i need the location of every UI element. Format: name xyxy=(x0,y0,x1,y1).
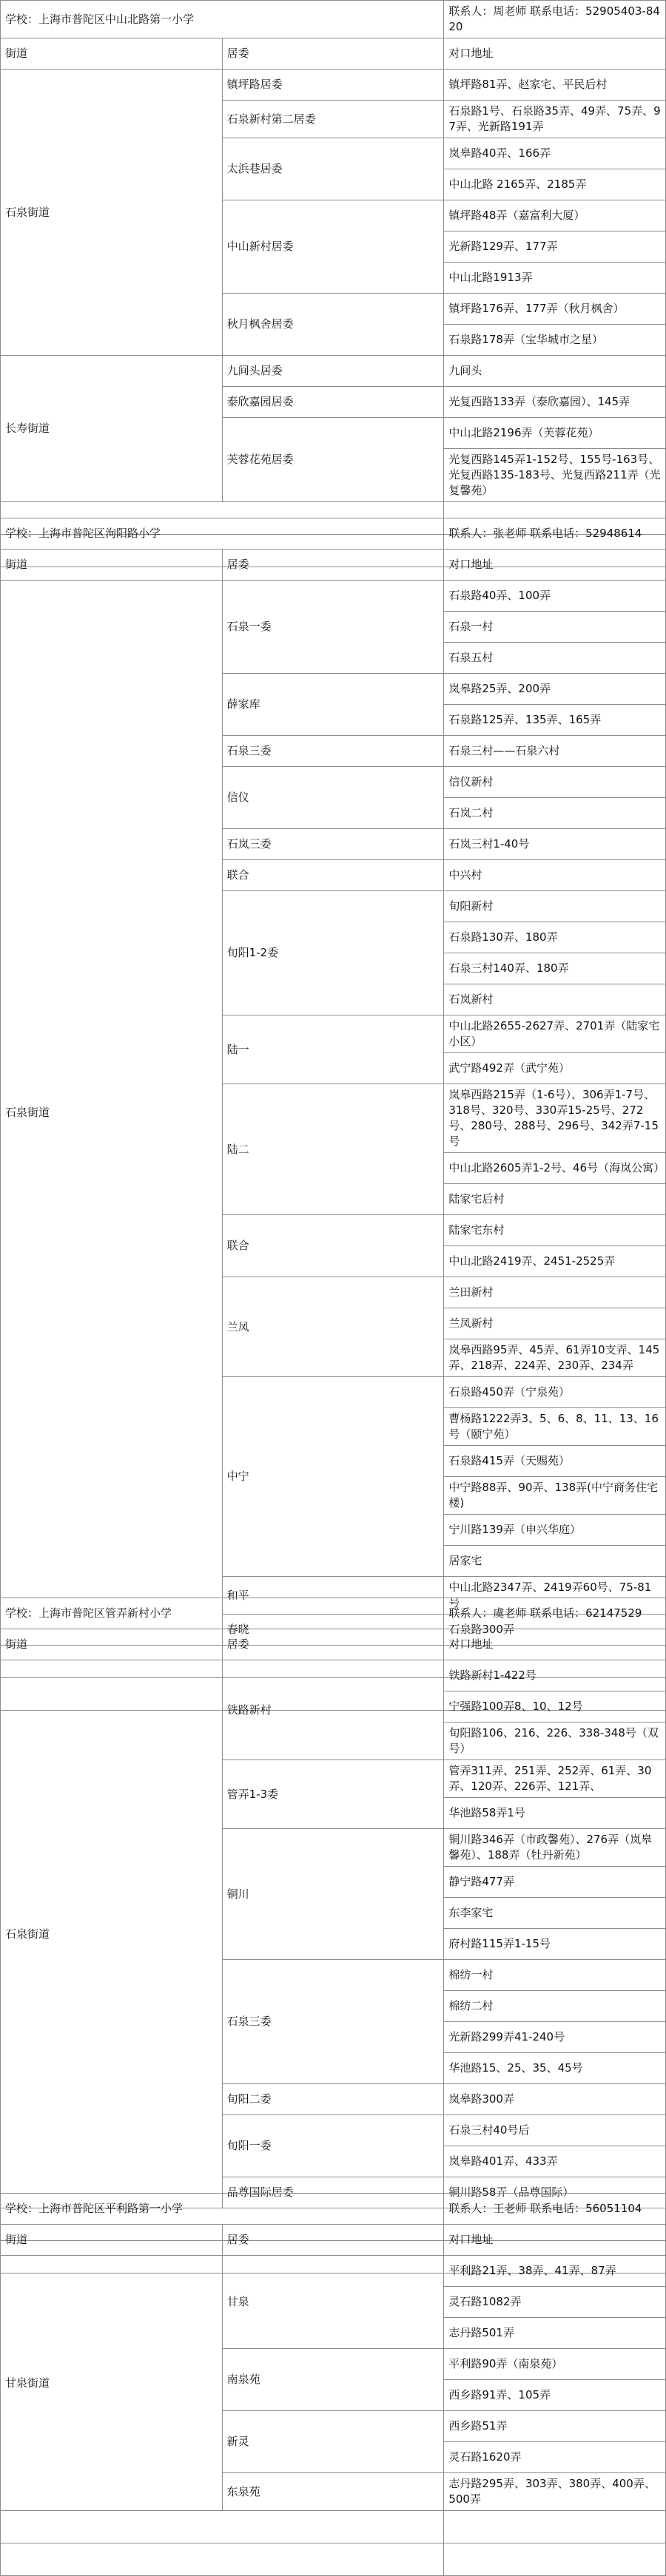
address-cell: 府村路115弄1-15号 xyxy=(444,1929,666,1960)
address-cell: 中兴村 xyxy=(444,860,666,891)
street-name: 石泉街道 xyxy=(1,581,223,1646)
address-cell: 华池路58弄1号 xyxy=(444,1798,666,1829)
address-cell: 武宁路492弄（武宁苑） xyxy=(444,1053,666,1084)
address-cell: 中山北路2196弄（芙蓉花苑） xyxy=(444,418,666,449)
address-cell: 石泉路450弄（宁泉苑） xyxy=(444,1377,666,1408)
address-cell: 静宁路477弄 xyxy=(444,1867,666,1898)
header-street: 街道 xyxy=(1,38,223,70)
street-name: 甘泉街道 xyxy=(1,2256,223,2511)
committee-name: 陆二 xyxy=(222,1084,444,1215)
school-contact: 联系人：张老师 联系电话：52948614 xyxy=(444,518,666,550)
column-header-row xyxy=(1,2225,666,2256)
committee-name: 铁路新村 xyxy=(222,1660,444,1760)
address-cell: 岚皋路40弄、166弄 xyxy=(444,138,666,169)
address-cell: 铜川路346弄（市政馨苑）、276弄（岚皋馨苑）、188弄（牡丹新苑） xyxy=(444,1829,666,1867)
address-cell: 宁强路100弄8、10、12号 xyxy=(444,1691,666,1723)
address-cell: 陆家宅东村 xyxy=(444,1215,666,1246)
committee-name: 泰欣嘉园居委 xyxy=(222,387,444,418)
header-committee: 居委 xyxy=(222,2225,444,2256)
school-table xyxy=(0,518,666,1711)
committee-name: 旬阳二委 xyxy=(222,2084,444,2115)
table-row xyxy=(1,70,666,101)
address-cell: 光新路129弄、177弄 xyxy=(444,231,666,263)
address-cell: 铜川路58弄（品尊国际） xyxy=(444,2177,666,2208)
school-name: 学校：上海市普陀区平利路第一小学 xyxy=(1,2194,444,2225)
committee-name: 镇坪路居委 xyxy=(222,70,444,101)
address-cell: 石岚新村 xyxy=(444,984,666,1015)
address-cell: 中山北路2347弄、2419弄60号、75-81号 xyxy=(444,1577,666,1615)
school-row xyxy=(1,2194,666,2225)
blank-row xyxy=(1,2543,666,2576)
committee-name: 信仪 xyxy=(222,767,444,829)
committee-name: 东泉苑 xyxy=(222,2473,444,2511)
address-cell: 光复西路145弄1-152号、155号-163号、光复西路135-183号、光复西路211弄（光复馨苑） xyxy=(444,449,666,502)
school-table xyxy=(0,1598,666,2274)
address-cell: 石泉路1号、石泉路35弄、49弄、75弄、97弄、光新路191弄 xyxy=(444,101,666,138)
school-table xyxy=(0,2193,666,2576)
committee-name: 中宁 xyxy=(222,1377,444,1577)
school-contact: 联系人：虞老师 联系电话：62147529 xyxy=(444,1598,666,1629)
address-cell: 岚皋路401弄、433弄 xyxy=(444,2146,666,2177)
address-cell: 九间头 xyxy=(444,356,666,387)
address-cell: 西乡路91弄、105弄 xyxy=(444,2380,666,2411)
committee-name: 芙蓉花苑居委 xyxy=(222,418,444,502)
school-name: 学校：上海市普陀区管弄新村小学 xyxy=(1,1598,444,1629)
committee-name: 南泉苑 xyxy=(222,2349,444,2411)
committee-name: 旬阳1-2委 xyxy=(222,891,444,1015)
committee-name: 品尊国际居委 xyxy=(222,2177,444,2208)
address-cell: 旬阳路106、216、226、338-348号（双号） xyxy=(444,1723,666,1760)
header-committee: 居委 xyxy=(222,550,444,581)
committee-name: 和平 xyxy=(222,1577,444,1615)
street-name: 石泉街道 xyxy=(1,1660,223,2208)
address-cell: 岚皋路300弄 xyxy=(444,2084,666,2115)
blank-cell xyxy=(1,2511,444,2543)
address-cell: 华池路15、25、35、45号 xyxy=(444,2053,666,2084)
table-row xyxy=(1,2256,666,2287)
school-row xyxy=(1,1598,666,1629)
committee-name: 薛家库 xyxy=(222,674,444,736)
address-cell: 石泉路300弄 xyxy=(444,1615,666,1646)
header-address: 对口地址 xyxy=(444,38,666,70)
address-cell: 陆家宅后村 xyxy=(444,1184,666,1215)
school-name: 学校：上海市普陀区洵阳路小学 xyxy=(1,518,444,550)
address-cell: 旬阳新村 xyxy=(444,891,666,922)
address-cell: 宁川路139弄（申兴华庭） xyxy=(444,1515,666,1546)
committee-name: 联合 xyxy=(222,860,444,891)
address-cell: 镇坪路48弄（嘉富利大厦） xyxy=(444,200,666,231)
school-contact: 联系人：王老师 联系电话：56051104 xyxy=(444,2194,666,2225)
column-header-row xyxy=(1,1629,666,1660)
address-cell: 石岚三村1-40号 xyxy=(444,829,666,860)
address-cell: 志丹路501弄 xyxy=(444,2318,666,2349)
address-cell: 灵石路1082弄 xyxy=(444,2287,666,2318)
committee-name: 春晓 xyxy=(222,1615,444,1646)
committee-name: 旬阳一委 xyxy=(222,2115,444,2177)
street-name: 石泉街道 xyxy=(1,70,223,356)
address-cell: 石泉路125弄、135弄、165弄 xyxy=(444,705,666,736)
header-street: 街道 xyxy=(1,550,223,581)
address-cell: 兰田新村 xyxy=(444,1277,666,1308)
address-cell: 石泉三村140弄、180弄 xyxy=(444,953,666,984)
address-cell: 石泉一村 xyxy=(444,612,666,643)
school-row xyxy=(1,518,666,550)
header-committee: 居委 xyxy=(222,38,444,70)
address-cell: 石泉路178弄（宝华城市之星） xyxy=(444,325,666,356)
school-name: 学校：上海市普陀区中山北路第一小学 xyxy=(1,1,444,38)
header-address: 对口地址 xyxy=(444,550,666,581)
committee-name: 新灵 xyxy=(222,2411,444,2473)
address-cell: 光复西路133弄（泰欣嘉园）、145弄 xyxy=(444,387,666,418)
address-cell: 棉纺二村 xyxy=(444,1991,666,2022)
blank-cell xyxy=(444,2543,666,2576)
address-cell: 镇坪路81弄、赵家宅、平民后村 xyxy=(444,70,666,101)
committee-name: 石泉三委 xyxy=(222,1960,444,2084)
address-cell: 曹杨路1222弄3、5、6、8、11、13、16号（颐宁苑） xyxy=(444,1408,666,1446)
address-cell: 石泉三村——石泉六村 xyxy=(444,736,666,767)
address-cell: 灵石路1620弄 xyxy=(444,2442,666,2473)
street-name: 长寿街道 xyxy=(1,356,223,502)
address-cell: 管弄311弄、251弄、252弄、61弄、30弄、120弄、226弄、121弄、 xyxy=(444,1760,666,1798)
address-cell: 平利路21弄、38弄、41弄、87弄 xyxy=(444,2256,666,2287)
address-cell: 石泉路40弄、100弄 xyxy=(444,581,666,612)
address-cell: 岚皋西路215弄（1-6号）、306弄1-7号、318号、320号、330弄15-25号、272号、280号、288号、296号、342弄7-15号 xyxy=(444,1084,666,1153)
address-cell: 中宁路88弄、90弄、138弄(中宁商务住宅楼) xyxy=(444,1477,666,1515)
committee-name: 联合 xyxy=(222,1215,444,1277)
table-row xyxy=(1,581,666,612)
committee-name: 石岚三委 xyxy=(222,829,444,860)
address-cell: 兰凤新村 xyxy=(444,1308,666,1339)
address-cell: 中山北路2655-2627弄、2701弄（陆家宅小区） xyxy=(444,1015,666,1053)
committee-name: 管弄1-3委 xyxy=(222,1760,444,1829)
committee-name: 秋月枫舍居委 xyxy=(222,294,444,356)
blank-row xyxy=(1,2511,666,2543)
committee-name: 兰凤 xyxy=(222,1277,444,1377)
address-cell: 铁路新村1-422号 xyxy=(444,1660,666,1691)
school-contact: 联系人：周老师 联系电话：52905403-8420 xyxy=(444,1,666,38)
address-cell: 石岚二村 xyxy=(444,798,666,829)
address-cell: 志丹路295弄、303弄、380弄、400弄、500弄 xyxy=(444,2473,666,2511)
header-committee: 居委 xyxy=(222,1629,444,1660)
committee-name: 太浜巷居委 xyxy=(222,138,444,200)
committee-name: 石泉一委 xyxy=(222,581,444,674)
address-cell: 中山北路1913弄 xyxy=(444,263,666,294)
header-address: 对口地址 xyxy=(444,1629,666,1660)
committee-name: 石泉新村第二居委 xyxy=(222,101,444,138)
committee-name: 石泉三委 xyxy=(222,736,444,767)
address-cell: 光新路299弄41-240号 xyxy=(444,2022,666,2053)
committee-name: 中山新村居委 xyxy=(222,200,444,294)
address-cell: 中山北路 2165弄、2185弄 xyxy=(444,169,666,200)
address-cell: 石泉路415弄（天赐苑） xyxy=(444,1446,666,1477)
address-cell: 镇坪路176弄、177弄（秋月枫舍） xyxy=(444,294,666,325)
column-header-row xyxy=(1,550,666,581)
committee-name: 甘泉 xyxy=(222,2256,444,2349)
address-cell: 中山北路2419弄、2451-2525弄 xyxy=(444,1246,666,1277)
school-row xyxy=(1,1,666,38)
address-cell: 石泉三村40号后 xyxy=(444,2115,666,2146)
address-cell: 居家宅 xyxy=(444,1546,666,1577)
table-row xyxy=(1,1660,666,1691)
blank-cell xyxy=(444,2511,666,2543)
table-row xyxy=(1,356,666,387)
address-cell: 岚皋西路95弄、45弄、61弄10支弄、145弄、218弄、224弄、230弄、234弄 xyxy=(444,1339,666,1377)
column-header-row xyxy=(1,38,666,70)
address-cell: 石泉五村 xyxy=(444,643,666,674)
address-cell: 中山北路2605弄1-2号、46号（海岚公寓） xyxy=(444,1153,666,1184)
header-address: 对口地址 xyxy=(444,2225,666,2256)
committee-name: 陆一 xyxy=(222,1015,444,1084)
school-table xyxy=(0,0,666,567)
address-cell: 棉纺一村 xyxy=(444,1960,666,1991)
address-cell: 平利路90弄（南泉苑） xyxy=(444,2349,666,2380)
address-cell: 信仪新村 xyxy=(444,767,666,798)
address-cell: 岚皋路25弄、200弄 xyxy=(444,674,666,705)
address-cell: 石泉路130弄、180弄 xyxy=(444,922,666,953)
header-street: 街道 xyxy=(1,1629,223,1660)
committee-name: 九间头居委 xyxy=(222,356,444,387)
address-cell: 西乡路51弄 xyxy=(444,2411,666,2442)
blank-cell xyxy=(1,2543,444,2576)
header-street: 街道 xyxy=(1,2225,223,2256)
committee-name: 铜川 xyxy=(222,1829,444,1960)
address-cell: 东李家宅 xyxy=(444,1898,666,1929)
